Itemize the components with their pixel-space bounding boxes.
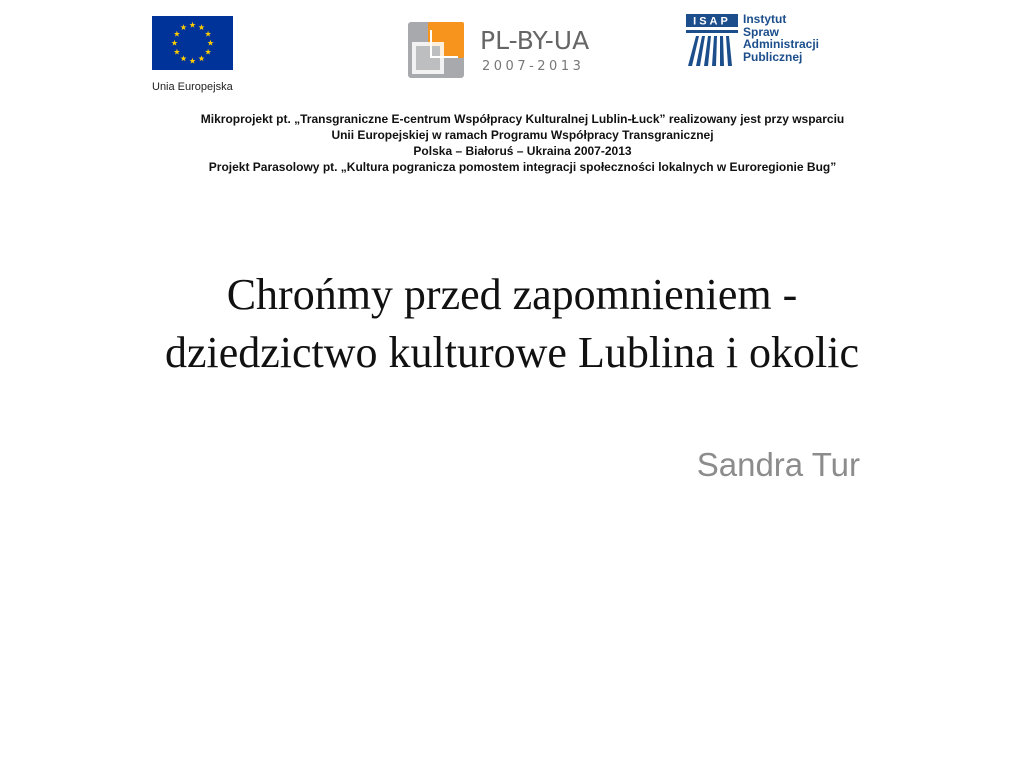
isap-line-2: Spraw — [743, 24, 780, 39]
slide-title-line-1: Chrońmy przed zapomnieniem - — [226, 270, 798, 319]
project-line-3: Polska – Białoruś – Ukraina 2007-2013 — [413, 144, 632, 158]
project-line-1: Mikroprojekt pt. „Transgraniczne E-centrum Współpracy Kulturalnej Lublin-Łuck” realizowany jest przy wsparciu — [200, 112, 845, 126]
plbyua-mark-icon — [406, 20, 466, 80]
project-funding-text — [140, 111, 905, 175]
project-line-4: Projekt Parasolowy pt. „Kultura pogranicza pomostem integracji społeczności lokalnych w Euroregionie Bug” — [208, 160, 837, 174]
slide-author: Sandra Tur — [696, 446, 860, 483]
plbyua-years: 2007-2013 — [482, 59, 585, 74]
eu-caption: Unia Europejska — [152, 81, 233, 93]
isap-emblem-icon — [686, 14, 738, 66]
isap-line-4: Publicznej — [743, 49, 803, 64]
eu-flag-icon — [152, 16, 233, 70]
slide-title-line-2: dziedzictwo kulturowe Lublina i okolic — [164, 328, 860, 377]
isap-name — [743, 13, 819, 63]
eu-logo — [152, 16, 248, 93]
plbyua-logo — [406, 20, 606, 80]
plbyua-name: PL-BY-UA — [480, 26, 590, 55]
isap-abbr: ISAP — [693, 15, 731, 28]
slide-title — [60, 266, 964, 382]
project-line-2: Unii Europejskiej w ramach Programu Współpracy Transgranicznej — [331, 128, 714, 142]
isap-line-3: Administracji — [743, 37, 820, 51]
isap-logo — [686, 14, 846, 70]
isap-line-1: Instytut — [743, 12, 787, 26]
